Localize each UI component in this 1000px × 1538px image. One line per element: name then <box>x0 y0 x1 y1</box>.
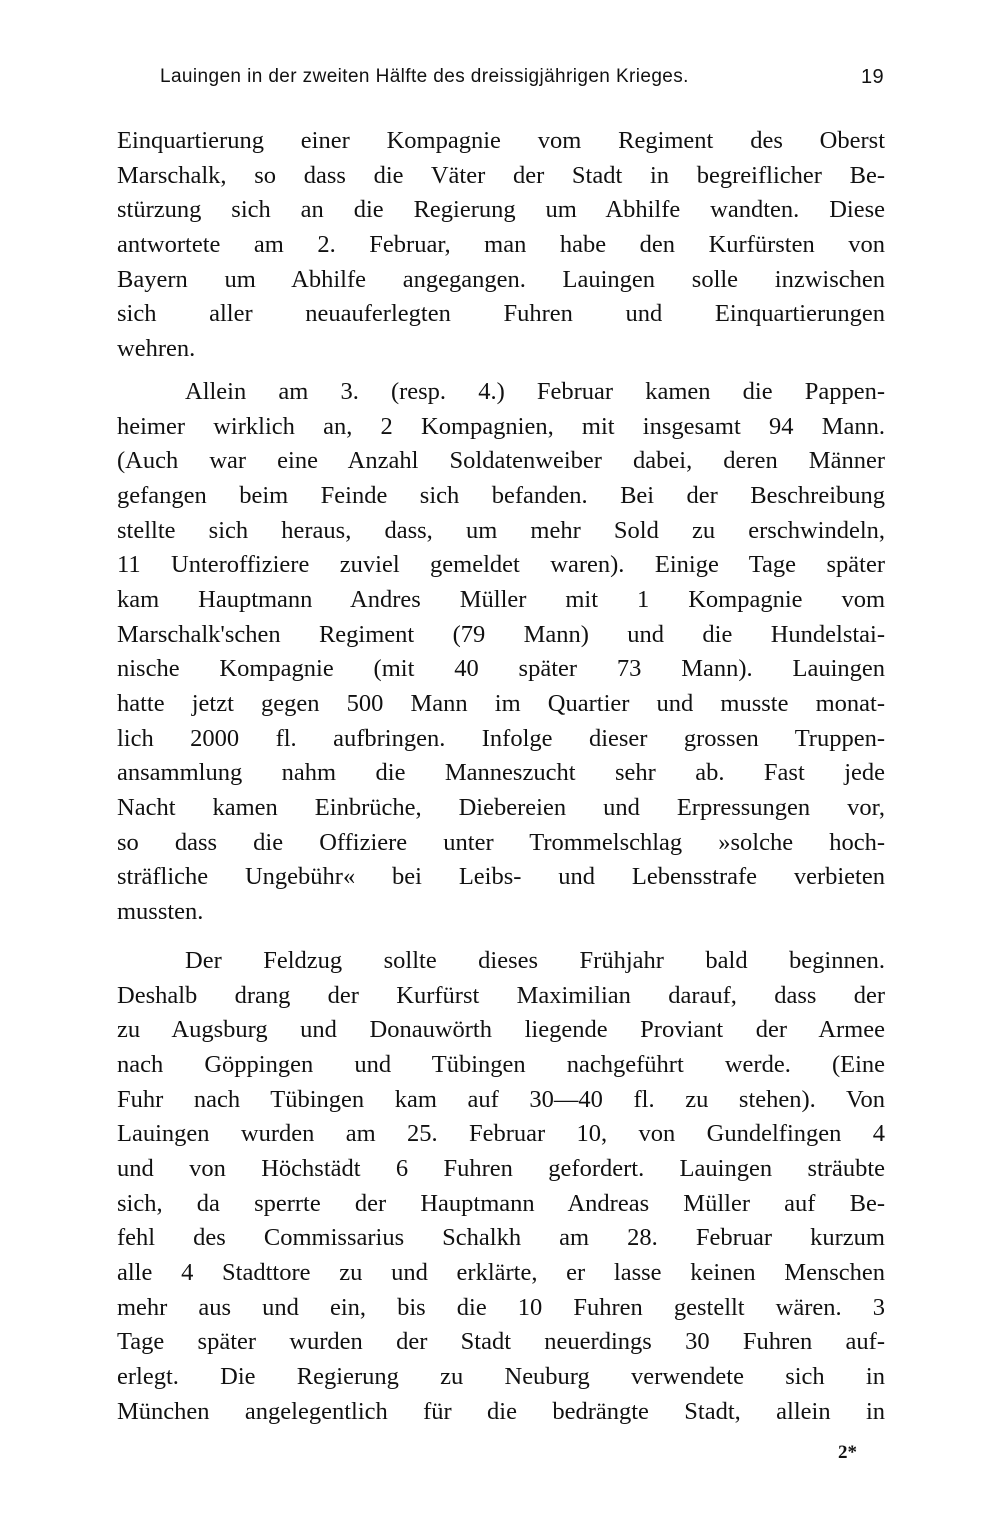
text-line: ansammlung nahm die Manneszucht sehr ab. Fast jede <box>117 759 885 787</box>
paragraph-2 <box>117 375 885 930</box>
text-line: Marschalk, so dass die Väter der Stadt in begreiflicher Be- <box>117 161 885 189</box>
text-line: Marschalk'schen Regiment (79 Mann) und die Hundelstai- <box>117 620 885 648</box>
text-line: gefangen beim Feinde sich befanden. Bei der Beschreibung <box>117 481 885 509</box>
text-line: 11 Unteroffiziere zuviel gemeldet waren). Einige Tage später <box>117 551 885 579</box>
text-line: München angelegentlich für die bedrängte Stadt, allein in <box>117 1397 885 1425</box>
text-line: Einquartierung einer Kompagnie vom Regiment des Oberst <box>117 127 885 154</box>
text-line: sträfliche Ungebühr« bei Leibs- und Lebensstrafe verbieten <box>117 863 885 891</box>
text-line: Lauingen wurden am 25. Februar 10, von Gundelfingen 4 <box>117 1120 885 1148</box>
text-line: wehren. <box>117 335 196 363</box>
text-line: fehl des Commissarius Schalkh am 28. Februar kurzum <box>117 1224 885 1252</box>
text-line: Tage später wurden der Stadt neuerdings 30 Fuhren auf- <box>117 1328 885 1356</box>
text-line: antwortete am 2. Februar, man habe den Kurfürsten von <box>117 231 885 259</box>
text-line: (Auch war eine Anzahl Soldatenweiber dabei, deren Männer <box>117 447 885 475</box>
text-line: sich, da sperrte der Hauptmann Andreas Müller auf Be- <box>117 1189 885 1217</box>
text-line: erlegt. Die Regierung zu Neuburg verwendete sich in <box>117 1363 885 1391</box>
text-line: kam Hauptmann Andres Müller mit 1 Kompagnie vom <box>117 585 885 613</box>
paragraph-1 <box>117 124 885 367</box>
text-line: nach Göppingen und Tübingen nachgeführt werde. (Eine <box>117 1050 885 1078</box>
running-head-title: Lauingen in der zweiten Hälfte des dreissigjährigen Krieges. <box>160 66 689 87</box>
text-line: mehr aus und ein, bis die 10 Fuhren gestellt wären. 3 <box>117 1293 885 1321</box>
text-line: zu Augsburg und Donauwörth liegende Proviant der Armee <box>117 1016 885 1044</box>
text-line: nische Kompagnie (mit 40 später 73 Mann). Lauingen <box>117 655 885 683</box>
paragraph-3 <box>117 944 885 1430</box>
signature-mark: 2* <box>838 1442 857 1463</box>
text-line: lich 2000 fl. aufbringen. Infolge dieser grossen Truppen- <box>117 724 885 752</box>
text-line: sich aller neuauferlegten Fuhren und Einquartierungen <box>117 300 885 328</box>
running-head <box>160 66 884 98</box>
text-line: stellte sich heraus, dass, um mehr Sold zu erschwindeln, <box>117 516 885 544</box>
body-text <box>117 124 885 1429</box>
text-line: Fuhr nach Tübingen kam auf 30—40 fl. zu stehen). Von <box>117 1085 885 1113</box>
page-number: 19 <box>860 66 884 88</box>
text-line: Allein am 3. (resp. 4.) Februar kamen die Pappen- <box>185 377 885 405</box>
text-line: Bayern um Abhilfe angegangen. Lauingen solle inzwischen <box>117 265 885 293</box>
text-line: heimer wirklich an, 2 Kompagnien, mit insgesamt 94 Mann. <box>117 412 885 440</box>
text-line: Nacht kamen Einbrüche, Diebereien und Erpressungen vor, <box>117 794 885 822</box>
text-line: so dass die Offiziere unter Trommelschlag »solche hoch- <box>117 828 885 856</box>
text-line: hatte jetzt gegen 500 Mann im Quartier und musste monat- <box>117 690 885 717</box>
text-line: Der Feldzug sollte dieses Frühjahr bald beginnen. <box>185 946 885 974</box>
text-line: mussten. <box>117 898 204 926</box>
text-line: alle 4 Stadttore zu und erklärte, er lasse keinen Menschen <box>117 1259 885 1286</box>
text-line: stürzung sich an die Regierung um Abhilfe wandten. Diese <box>117 196 885 224</box>
text-line: Deshalb drang der Kurfürst Maximilian darauf, dass der <box>117 981 885 1009</box>
text-line: und von Höchstädt 6 Fuhren gefordert. Lauingen sträubte <box>117 1154 885 1182</box>
